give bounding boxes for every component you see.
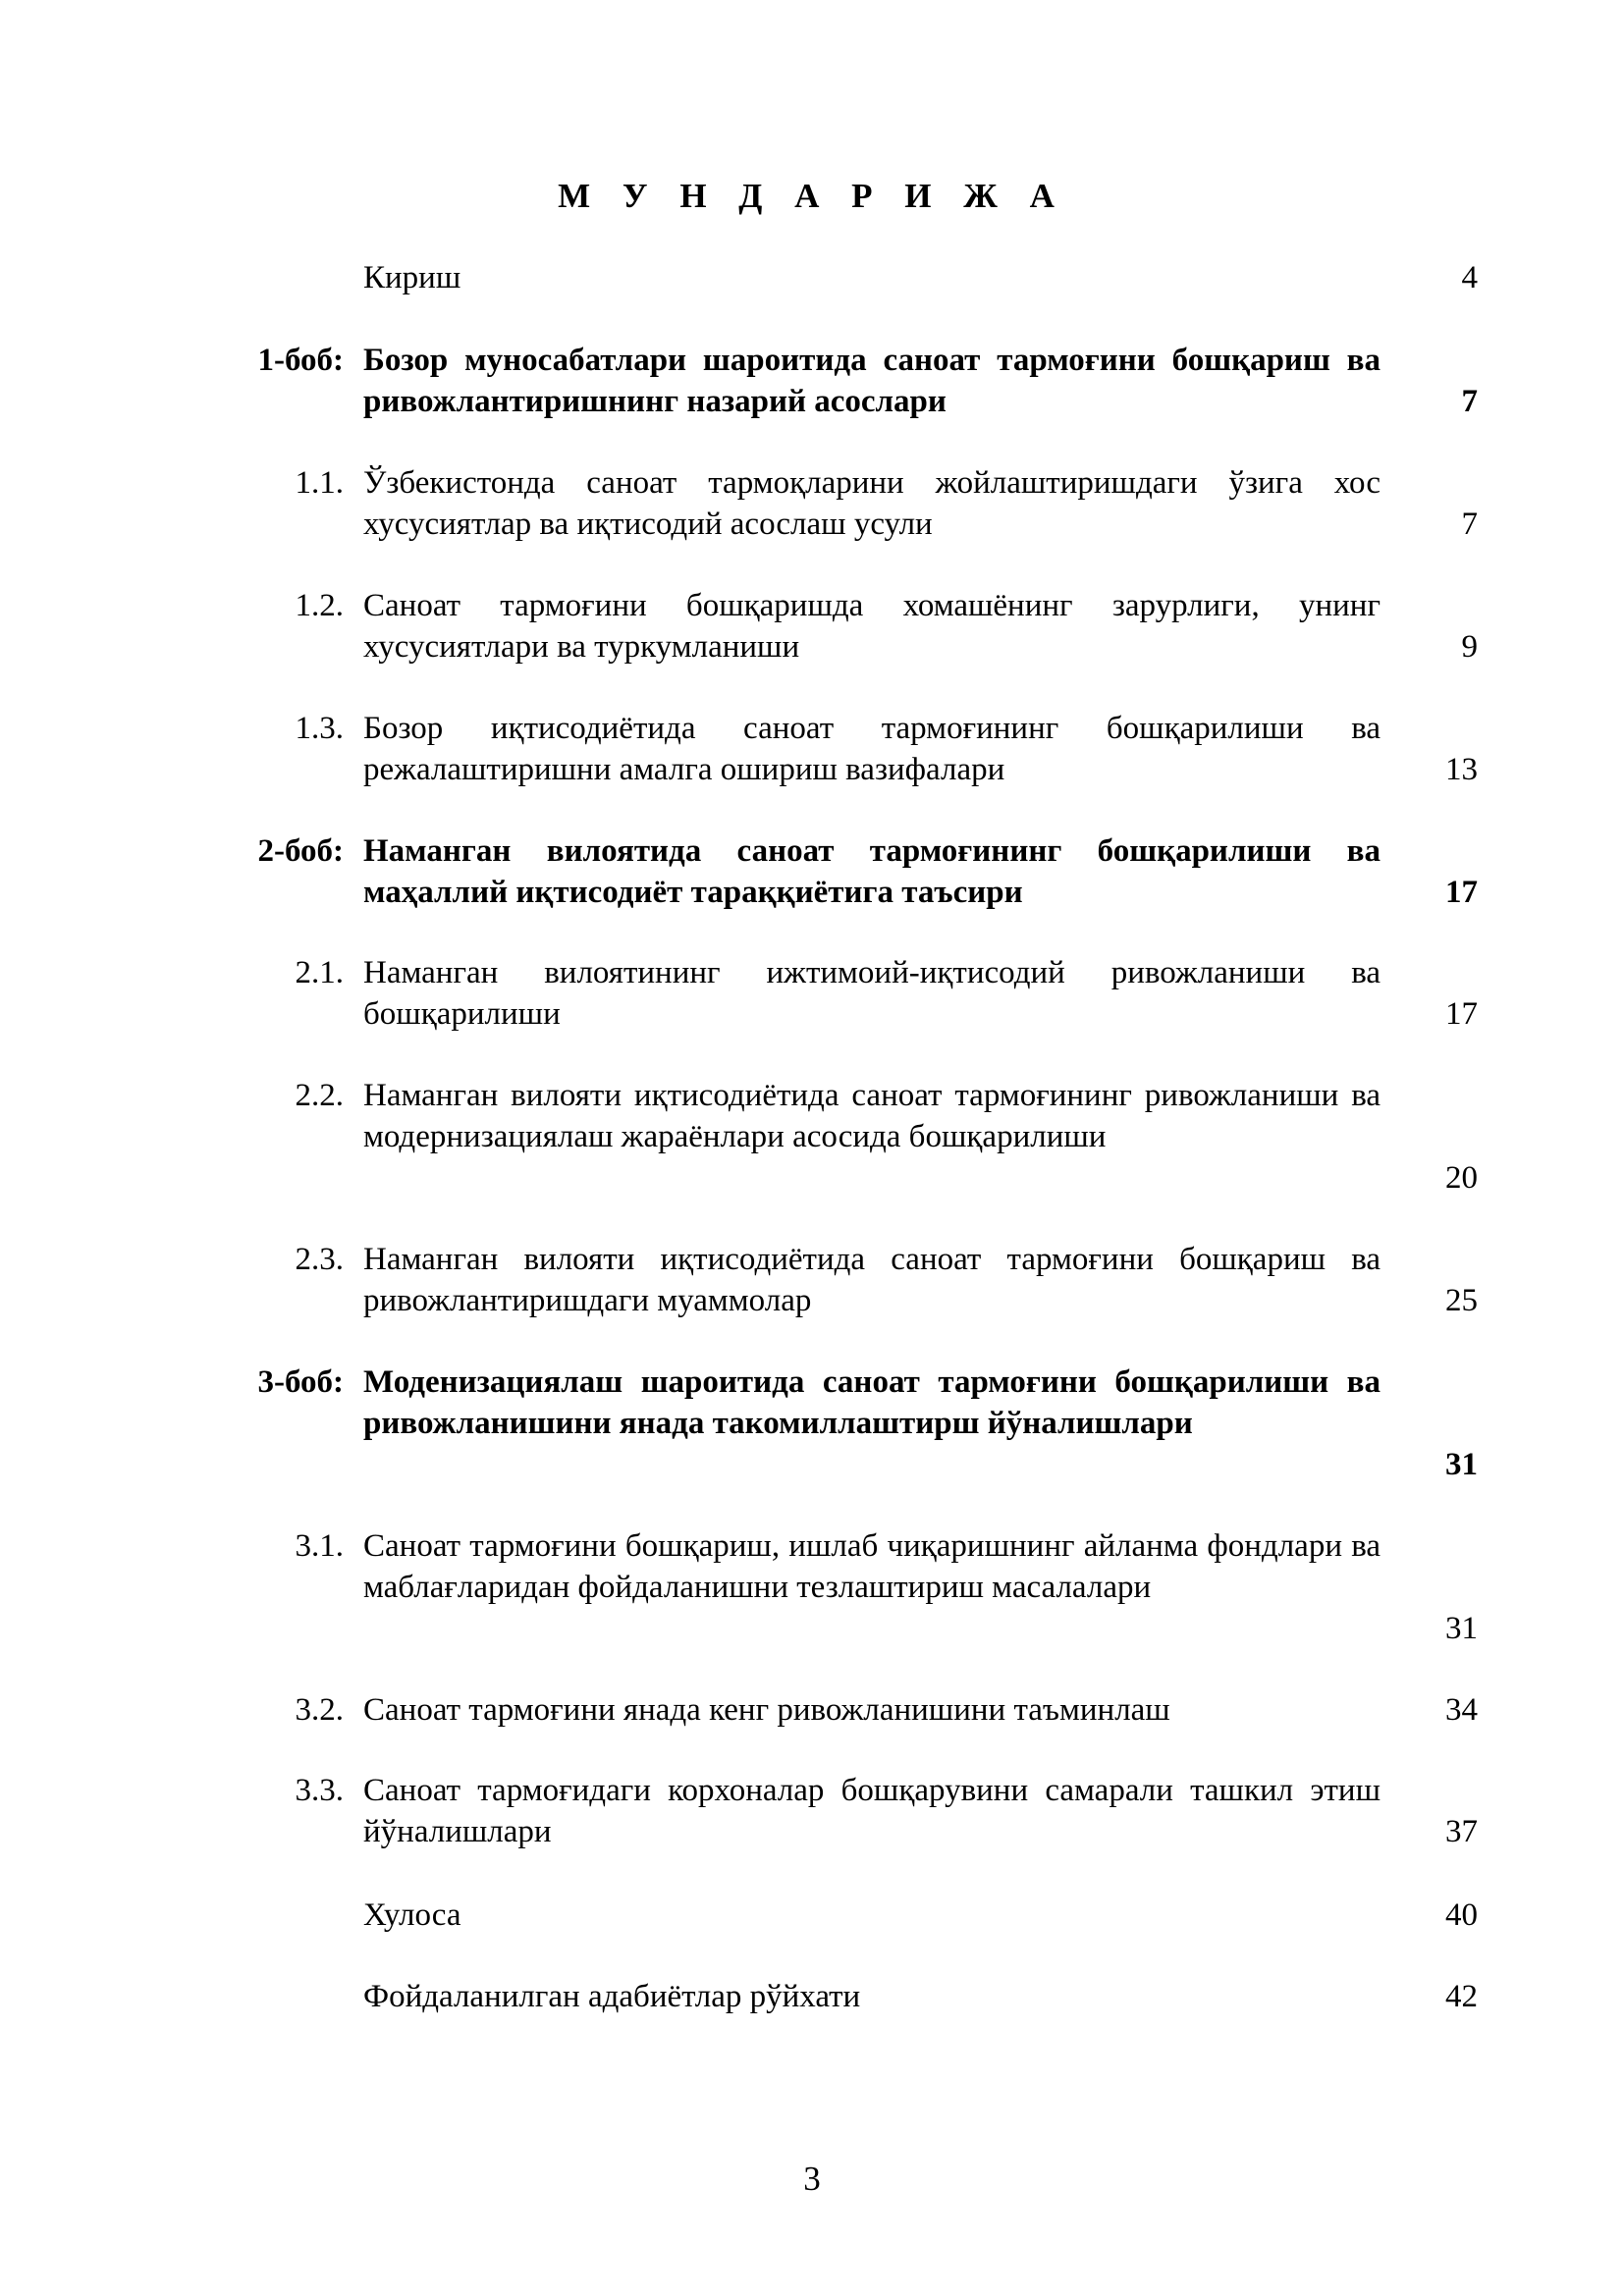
toc-entry-page: 9 xyxy=(1461,629,1478,665)
toc-entry-number: 1.1. xyxy=(295,465,344,501)
toc-entry-title: Наманган вилоятида саноат тармоғининг бошқарилиши ва маҳаллий иқтисодиёт тараққиётига таъсири xyxy=(363,833,1380,910)
toc-entry-title: Хулоса xyxy=(363,1897,461,1933)
toc-entry-title: Наманган вилояти иқтисодиётида саноат тармоғини бошқариш ва ривожлантиришдаги муаммолар xyxy=(363,1242,1380,1318)
toc-entry-number: 2.2. xyxy=(295,1078,344,1113)
toc-entry-title: Наманган вилояти иқтисодиётида саноат тармоғининг ривожланиши ва модернизациялаш жараёнлари асосида бошқарилиши xyxy=(363,1078,1380,1154)
toc-entry-title: Бозор муносабатлари шароитида саноат тармоғини бошқариш ва ривожлантиришнинг назарий асослари xyxy=(363,343,1380,419)
toc-entry-page: 17 xyxy=(1445,875,1478,910)
toc-entry-page: 7 xyxy=(1461,507,1478,542)
toc-entry-number: 3.2. xyxy=(295,1692,344,1728)
toc-entry-page: 13 xyxy=(1445,752,1478,787)
toc-entry-number: 3.3. xyxy=(295,1773,344,1808)
toc-entry-page: 31 xyxy=(1445,1611,1478,1646)
toc-title: М У Н Д А Р И Ж А xyxy=(558,177,1066,215)
toc-entry-number: 1.3. xyxy=(295,711,344,746)
toc-entry-title: Наманган вилоятининг ижтимоий-иқтисодий ривожланиши ва бошқарилиши xyxy=(363,955,1380,1032)
toc-entry-title: Бозор иқтисодиётида саноат тармоғининг бошқарилиши ва режалаштиришни амалга ошириш вазифалари xyxy=(363,711,1380,787)
toc-entry-title: Кириш xyxy=(363,260,461,295)
toc-entry-number: 2.3. xyxy=(295,1242,344,1277)
toc-entry-page: 40 xyxy=(1445,1897,1478,1933)
toc-entry-title: Фойдаланилган адабиётлар рўйхати xyxy=(363,1979,861,2014)
toc-entry-title: Саноат тармоғини бошқариш, ишлаб чиқаришнинг айланма фондлари ва маблағларидан фойдаланишни тезлаштириш масалалари xyxy=(363,1528,1380,1605)
toc-entry-number: 3-боб: xyxy=(257,1364,344,1400)
toc-entry-page: 17 xyxy=(1445,996,1478,1032)
toc-entry-number: 3.1. xyxy=(295,1528,344,1564)
toc-entry-page: 25 xyxy=(1445,1283,1478,1318)
toc-entry-title: Саноат тармоғини бошқаришда хомашёнинг зарурлиги, унинг хусусиятлари ва туркумланиши xyxy=(363,588,1380,665)
toc-entry-title: Ўзбекистонда саноат тармоқларини жойлаштиришдаги ўзига хос хусусиятлар ва иқтисодий асослаш усули xyxy=(363,465,1380,542)
toc-entry-title: Саноат тармоғини янада кенг ривожланишини таъминлаш xyxy=(363,1692,1170,1728)
toc-entry-title: Саноат тармоғидаги корхоналар бошқарувини самарали ташкил этиш йўналишлари xyxy=(363,1773,1380,1849)
toc-entry-page: 42 xyxy=(1445,1979,1478,2014)
toc-entry-number: 2.1. xyxy=(295,955,344,990)
toc-entry-title: Моденизациялаш шароитида саноат тармоғини бошқарилиши ва ривожланишини янада такомиллаштирш йўналишлари xyxy=(363,1364,1380,1441)
toc-entry-number: 2-боб: xyxy=(257,833,344,869)
toc-entry-page: 4 xyxy=(1461,260,1478,295)
toc-entry-page: 31 xyxy=(1445,1447,1478,1482)
toc-entry-number: 1-боб: xyxy=(257,343,344,378)
toc-entry-number: 1.2. xyxy=(295,588,344,623)
page-number: 3 xyxy=(803,2160,821,2198)
toc-entry-page: 37 xyxy=(1445,1814,1478,1849)
toc-entry-page: 20 xyxy=(1445,1160,1478,1196)
toc-entry-page: 34 xyxy=(1445,1692,1478,1728)
toc-entry-page: 7 xyxy=(1461,384,1478,419)
